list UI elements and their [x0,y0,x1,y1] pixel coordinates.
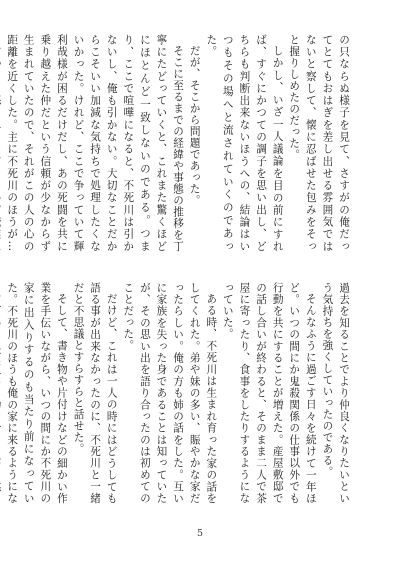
lower-paragraph-1: 過去を知ることでより仲良くなりたいという気持ちを強くしていったのである。 [321,282,350,504]
upper-paragraph-4: そこに至るまでの経緯や事態の推移を丁寧にたどっていくと、これまた驚くほどにほとんど一致しないのである。つまり、ここで喧嘩になると、不死川は引かないし、俺も引かない。大切なことだからこそいい加減な気持ちで処理したくないかった。けれど、ここで争っていて輝利哉様が困るだけだし、あの死闘を共に乗り越えた仲だという信頼が少なからず生まれていたので、それがこの人の心の距離を近くした。主に不死川のほうが… [6,34,185,252]
lower-paragraph-2: そんなふうに過ごす日々を続けて一年ほど。いつの間にか鬼殺関係の仕事以外でも行動を共にすることが増えた。産屋敷邸での話し合いが終わると、そのまま二人で茶屋に寄ったり、食事をしたりするようになっていた。 [221,282,317,504]
upper-paragraph-2: しかし、いざ一人議論を目の前にすれば、すぐにかつての調子を思い出し、どちらも判断出来ないほうへの、結論はいつもその場へと流されていくのであった。 [205,34,284,252]
lower-text-block [6,282,352,504]
upper-text-block [6,34,352,252]
lower-paragraph-5: そして、書き物や片付けなどの細かい作業を手伝いながら、いつの間にか不死川の家に出入りするのも当たり前になっていた。不死川のほうも俺の家に来るようにな [6,282,68,504]
upper-paragraph-1: の只ならぬ様子を見て、さすがの俺だってとてもおはぎを差し出せる雰囲気ではないと察して、懐に忍ばせた包みをそっと握りしめたのだった。 [288,34,350,252]
page-number: 5 [196,528,204,539]
lower-paragraph-4: だけど、これは一人の時にはどうしても語る事が出来なかったのに、不死川と一緒だと不思議とすらすらと話せた。 [72,282,118,504]
upper-paragraph-3: だが、そこから問題であった。 [188,44,201,206]
lower-paragraph-3: ある時、不死川は生まれ育った家の話をしてくれた。弟や妹の多い、賑やかな家だったらしい。俺の方も姉の話をした。互いに家族を失った身であることは知っていたが、その思い出を語り合ったのは初めてのことだった。 [122,282,218,504]
